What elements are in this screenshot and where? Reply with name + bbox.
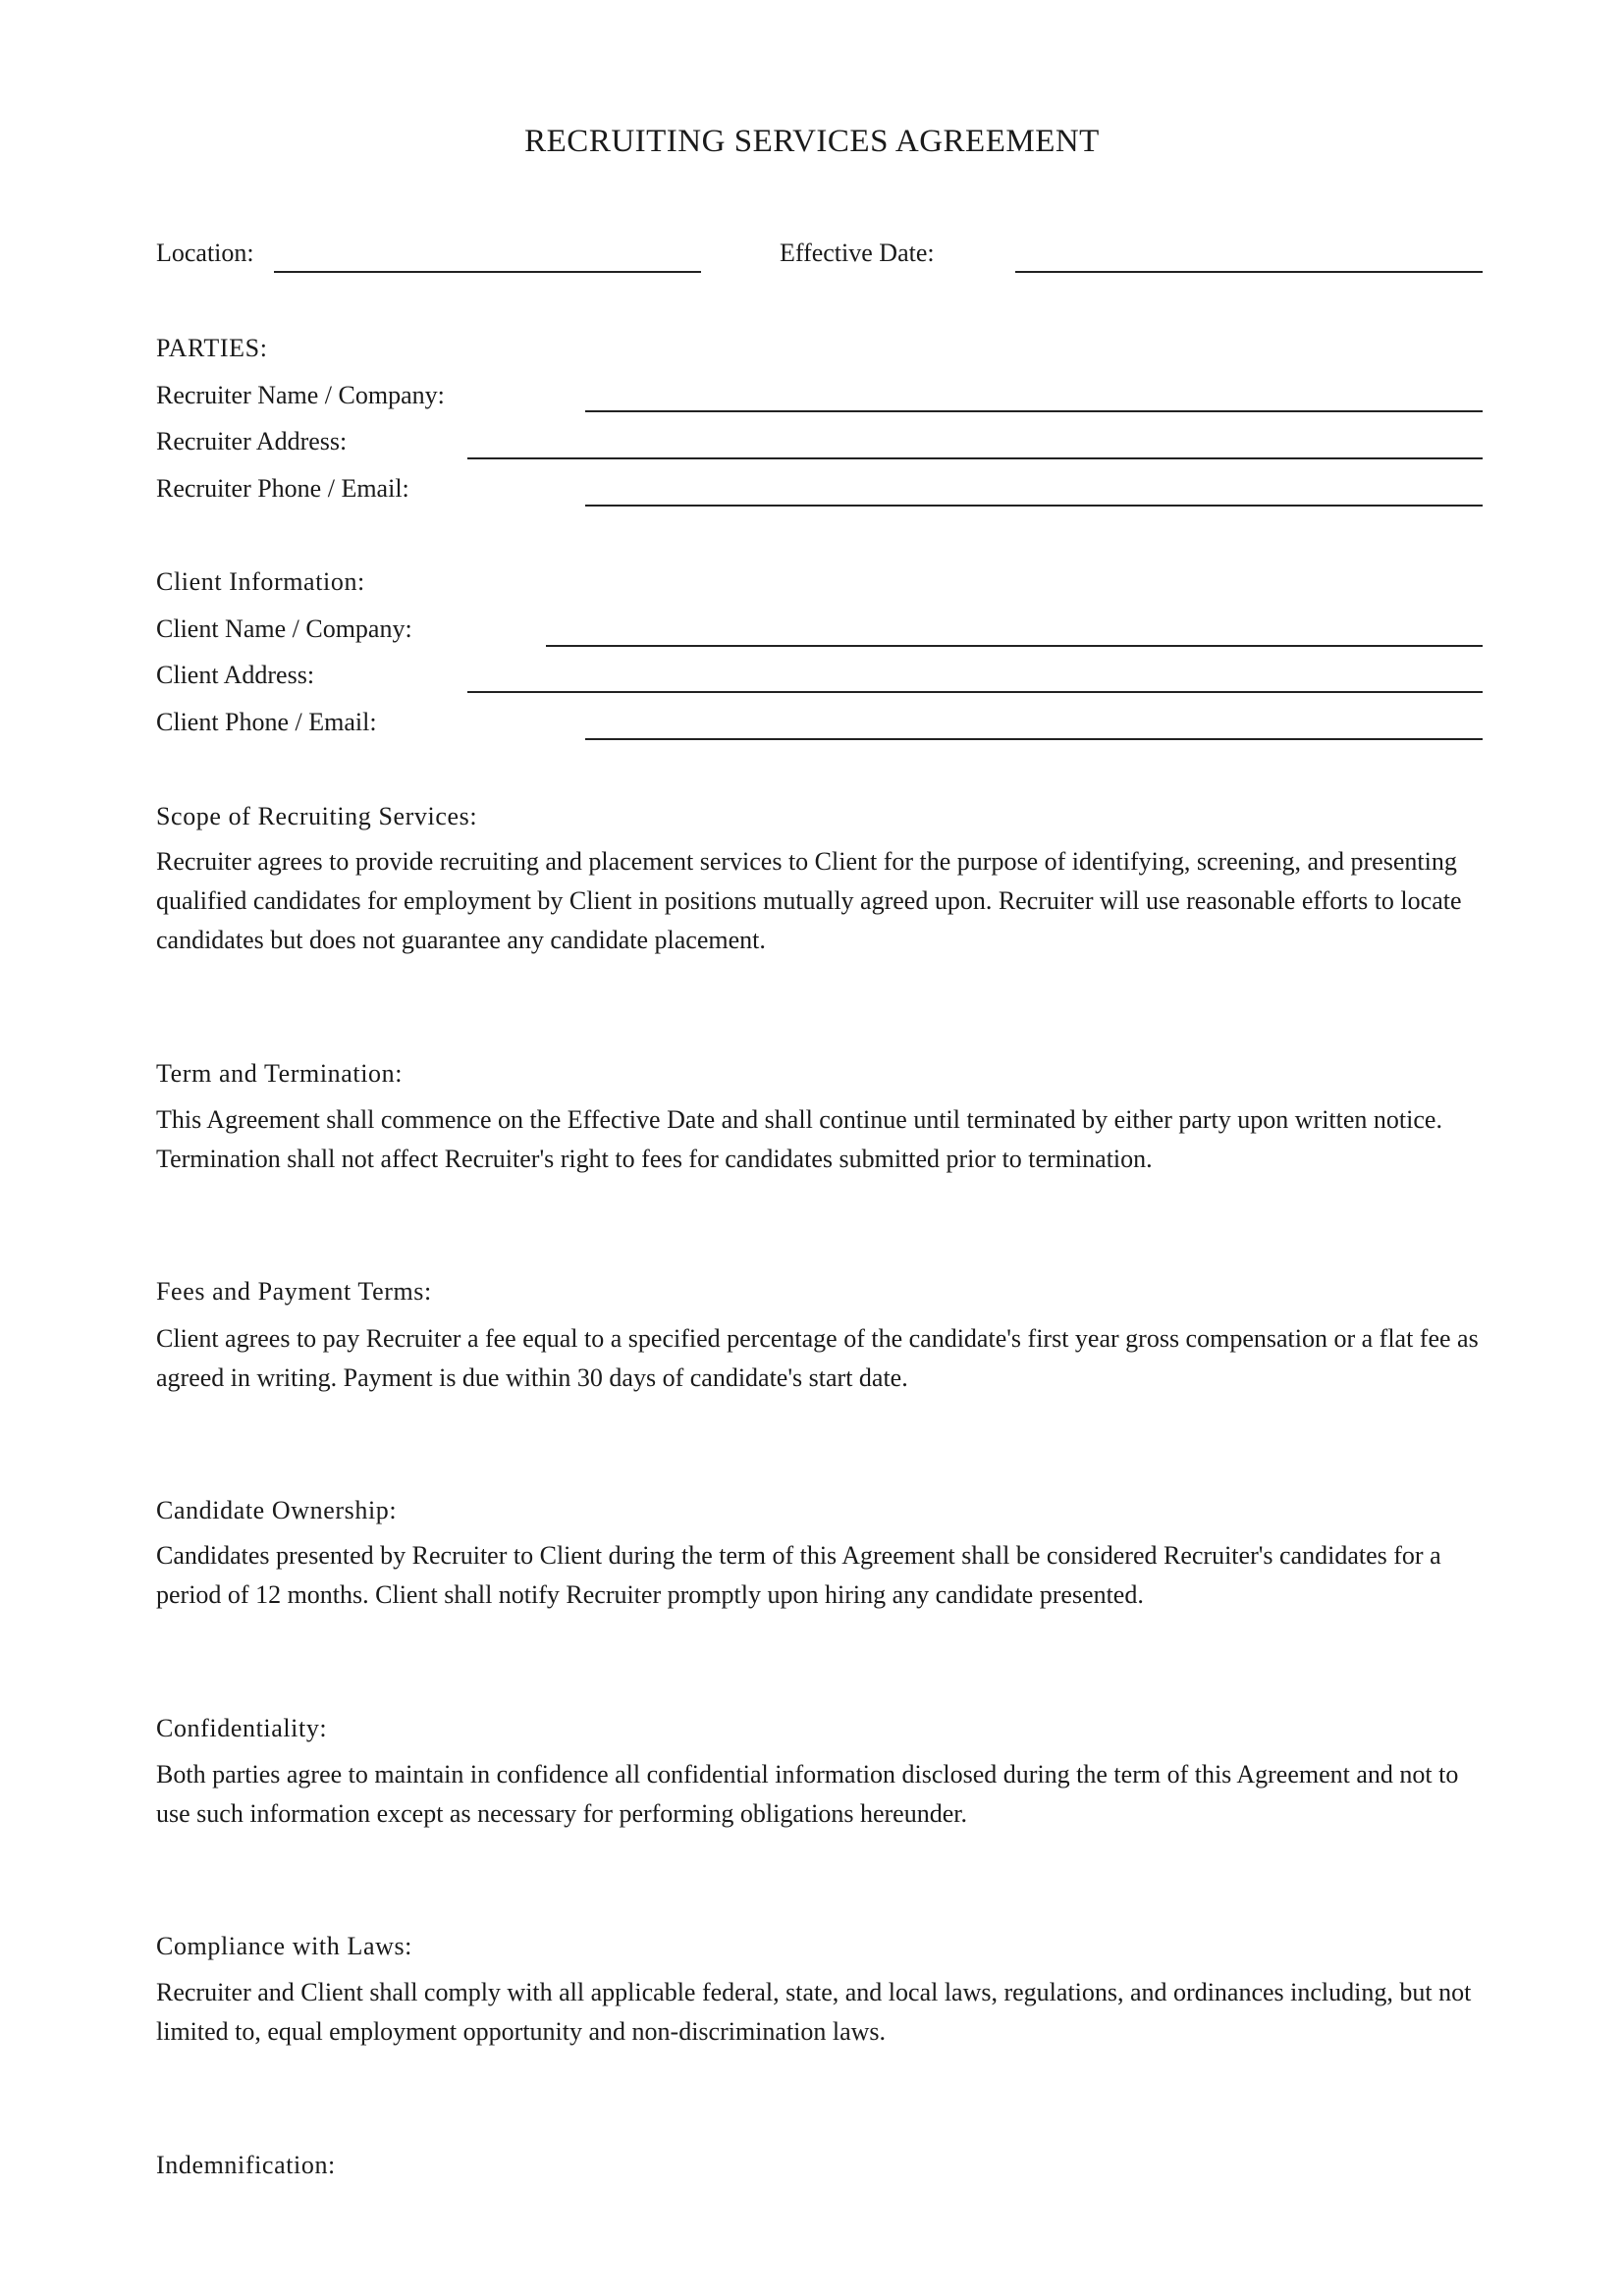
location-field[interactable] [274, 271, 701, 273]
effective-date-label: Effective Date: [780, 239, 935, 267]
section-heading-term: Term and Termination: [156, 1059, 404, 1088]
section-heading-indemnification: Indemnification: [156, 2151, 336, 2179]
recruiter-address-field[interactable] [467, 457, 1483, 459]
section-body-compliance: Recruiter and Client shall comply with all applicable federal, state, and local laws, regulations, and ordinances including, but not limited to, equal employment opportunity and non-discrimination laws. [156, 1978, 1472, 2046]
section-heading-fees: Fees and Payment Terms: [156, 1277, 432, 1306]
section-heading-scope: Scope of Recruiting Services: [156, 802, 478, 830]
section-body-term: This Agreement shall commence on the Effective Date and shall continue until terminated by either party upon written notice. Termination shall not affect Recruiter's right to fees for candidates submitted prior to termination. [156, 1105, 1442, 1173]
client-contact-field[interactable] [585, 738, 1483, 740]
section-heading-confidentiality: Confidentiality: [156, 1714, 328, 1742]
recruiter-contact-label: Recruiter Phone / Email: [156, 474, 409, 503]
client-info-heading: Client Information: [156, 567, 365, 596]
parties-heading: PARTIES: [156, 334, 268, 362]
client-name-field[interactable] [546, 645, 1483, 647]
recruiter-name-label: Recruiter Name / Company: [156, 381, 445, 409]
section-body-candidate-ownership: Candidates presented by Recruiter to Client during the term of this Agreement shall be considered Recruiter's candidates for a period of 12 months. Client shall notify Recruiter promptly upon hiring any candidate presented. [156, 1541, 1441, 1609]
client-address-field[interactable] [467, 691, 1483, 693]
client-contact-label: Client Phone / Email: [156, 708, 377, 736]
recruiter-contact-field[interactable] [585, 505, 1483, 507]
recruiter-address-label: Recruiter Address: [156, 427, 348, 455]
document-title: RECRUITING SERVICES AGREEMENT [524, 124, 1100, 159]
section-heading-compliance: Compliance with Laws: [156, 1932, 412, 1960]
recruiter-name-field[interactable] [585, 410, 1483, 412]
section-body-scope: Recruiter agrees to provide recruiting and placement services to Client for the purpose of identifying, screening, and presenting qualified candidates for employment by Client in positions mutually agreed upon. Recruiter will use reasonable efforts to locate candidates but does not guarantee any candidate placement. [156, 847, 1462, 954]
section-heading-candidate-ownership: Candidate Ownership: [156, 1496, 398, 1524]
section-body-fees: Client agrees to pay Recruiter a fee equal to a specified percentage of the candidate's first year gross compensation or a flat fee as agreed in writing. Payment is due within 30 days of candidate's start date. [156, 1324, 1479, 1392]
client-name-label: Client Name / Company: [156, 614, 412, 643]
location-label: Location: [156, 239, 254, 267]
section-body-confidentiality: Both parties agree to maintain in confidence all confidential information disclosed during the term of this Agreement and not to use such information except as necessary for performing obligations hereunder. [156, 1760, 1459, 1828]
effective-date-field[interactable] [1015, 271, 1483, 273]
client-address-label: Client Address: [156, 661, 315, 689]
